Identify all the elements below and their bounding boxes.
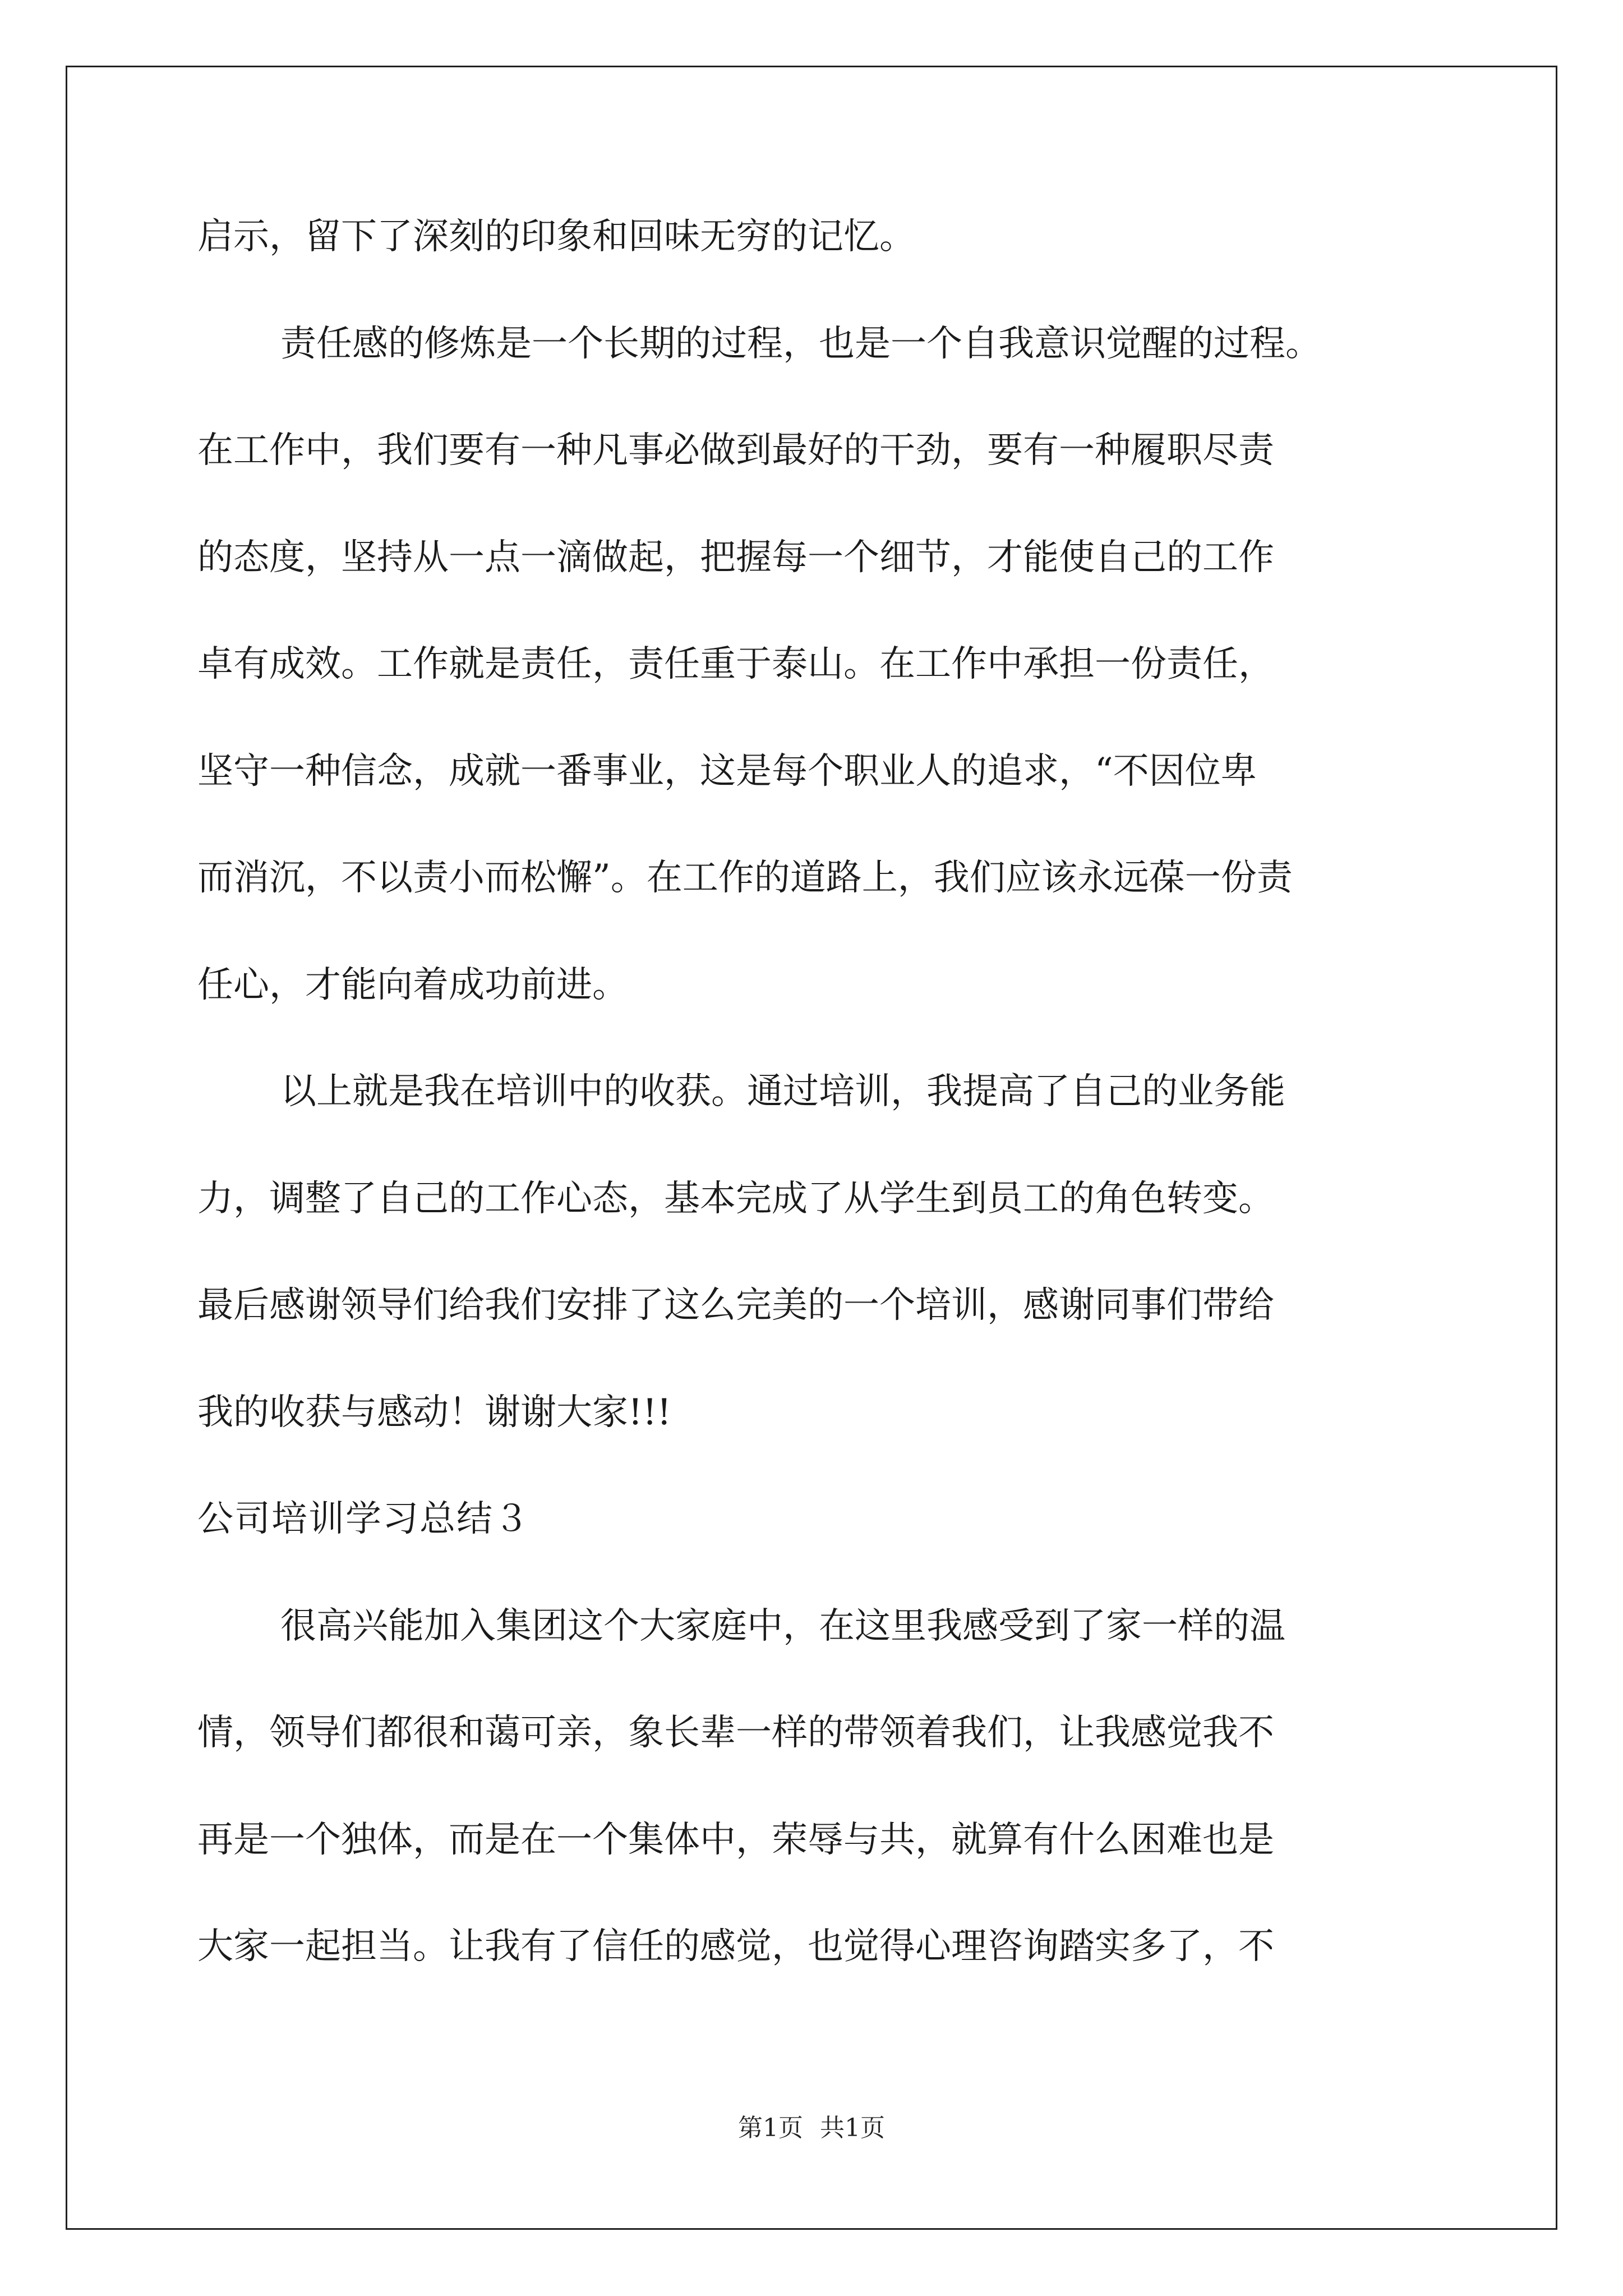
paragraph-start-line: 以上就是我在培训中的收获。通过培训，我提高了自己的业务能 — [280, 1071, 1285, 1112]
document-body — [197, 216, 1431, 2036]
paragraph-start-line: 责任感的修炼是一个长期的过程，也是一个自我意识觉醒的过程。 — [280, 323, 1321, 365]
body-line: 最后感谢领导们给我们安排了这么完美的一个培训，感谢同事们带给 — [197, 1285, 1274, 1326]
section-heading: 公司培训学习总结３ — [197, 1498, 531, 1540]
page-number: 第1页 — [738, 2114, 803, 2142]
page-footer — [0, 2114, 1623, 2143]
page-total: 共1页 — [820, 2114, 885, 2142]
body-line: 而消沉，不以责小而松懈”。在工作的道路上，我们应该永远葆一份责 — [197, 857, 1293, 899]
body-line: 卓有成效。工作就是责任，责任重于泰山。在工作中承担一份责任， — [197, 643, 1274, 685]
body-line: 大家一起担当。让我有了信任的感觉，也觉得心理咨询踏实多了，不 — [197, 1926, 1274, 1967]
body-line: 再是一个独体，而是在一个集体中，荣辱与共，就算有什么困难也是 — [197, 1819, 1274, 1861]
body-line: 情，领导们都很和蔼可亲，象长辈一样的带领着我们，让我感觉我不 — [197, 1712, 1274, 1754]
body-line: 任心，才能向着成功前进。 — [197, 964, 628, 1006]
body-line: 启示，留下了深刻的印象和回味无穷的记忆。 — [197, 216, 915, 257]
paragraph-start-line: 很高兴能加入集团这个大家庭中，在这里我感受到了家一样的温 — [280, 1605, 1285, 1647]
body-line: 的态度，坚持从一点一滴做起，把握每一个细节，才能使自己的工作 — [197, 536, 1274, 578]
body-line: 在工作中，我们要有一种凡事必做到最好的干劲，要有一种履职尽责 — [197, 430, 1274, 471]
body-line: 我的收获与感动！谢谢大家!!! — [197, 1391, 672, 1433]
body-line: 坚守一种信念，成就一番事业，这是每个职业人的追求，“不因位卑 — [197, 750, 1257, 792]
body-line: 力，调整了自己的工作心态，基本完成了从学生到员工的角色转变。 — [197, 1177, 1274, 1220]
